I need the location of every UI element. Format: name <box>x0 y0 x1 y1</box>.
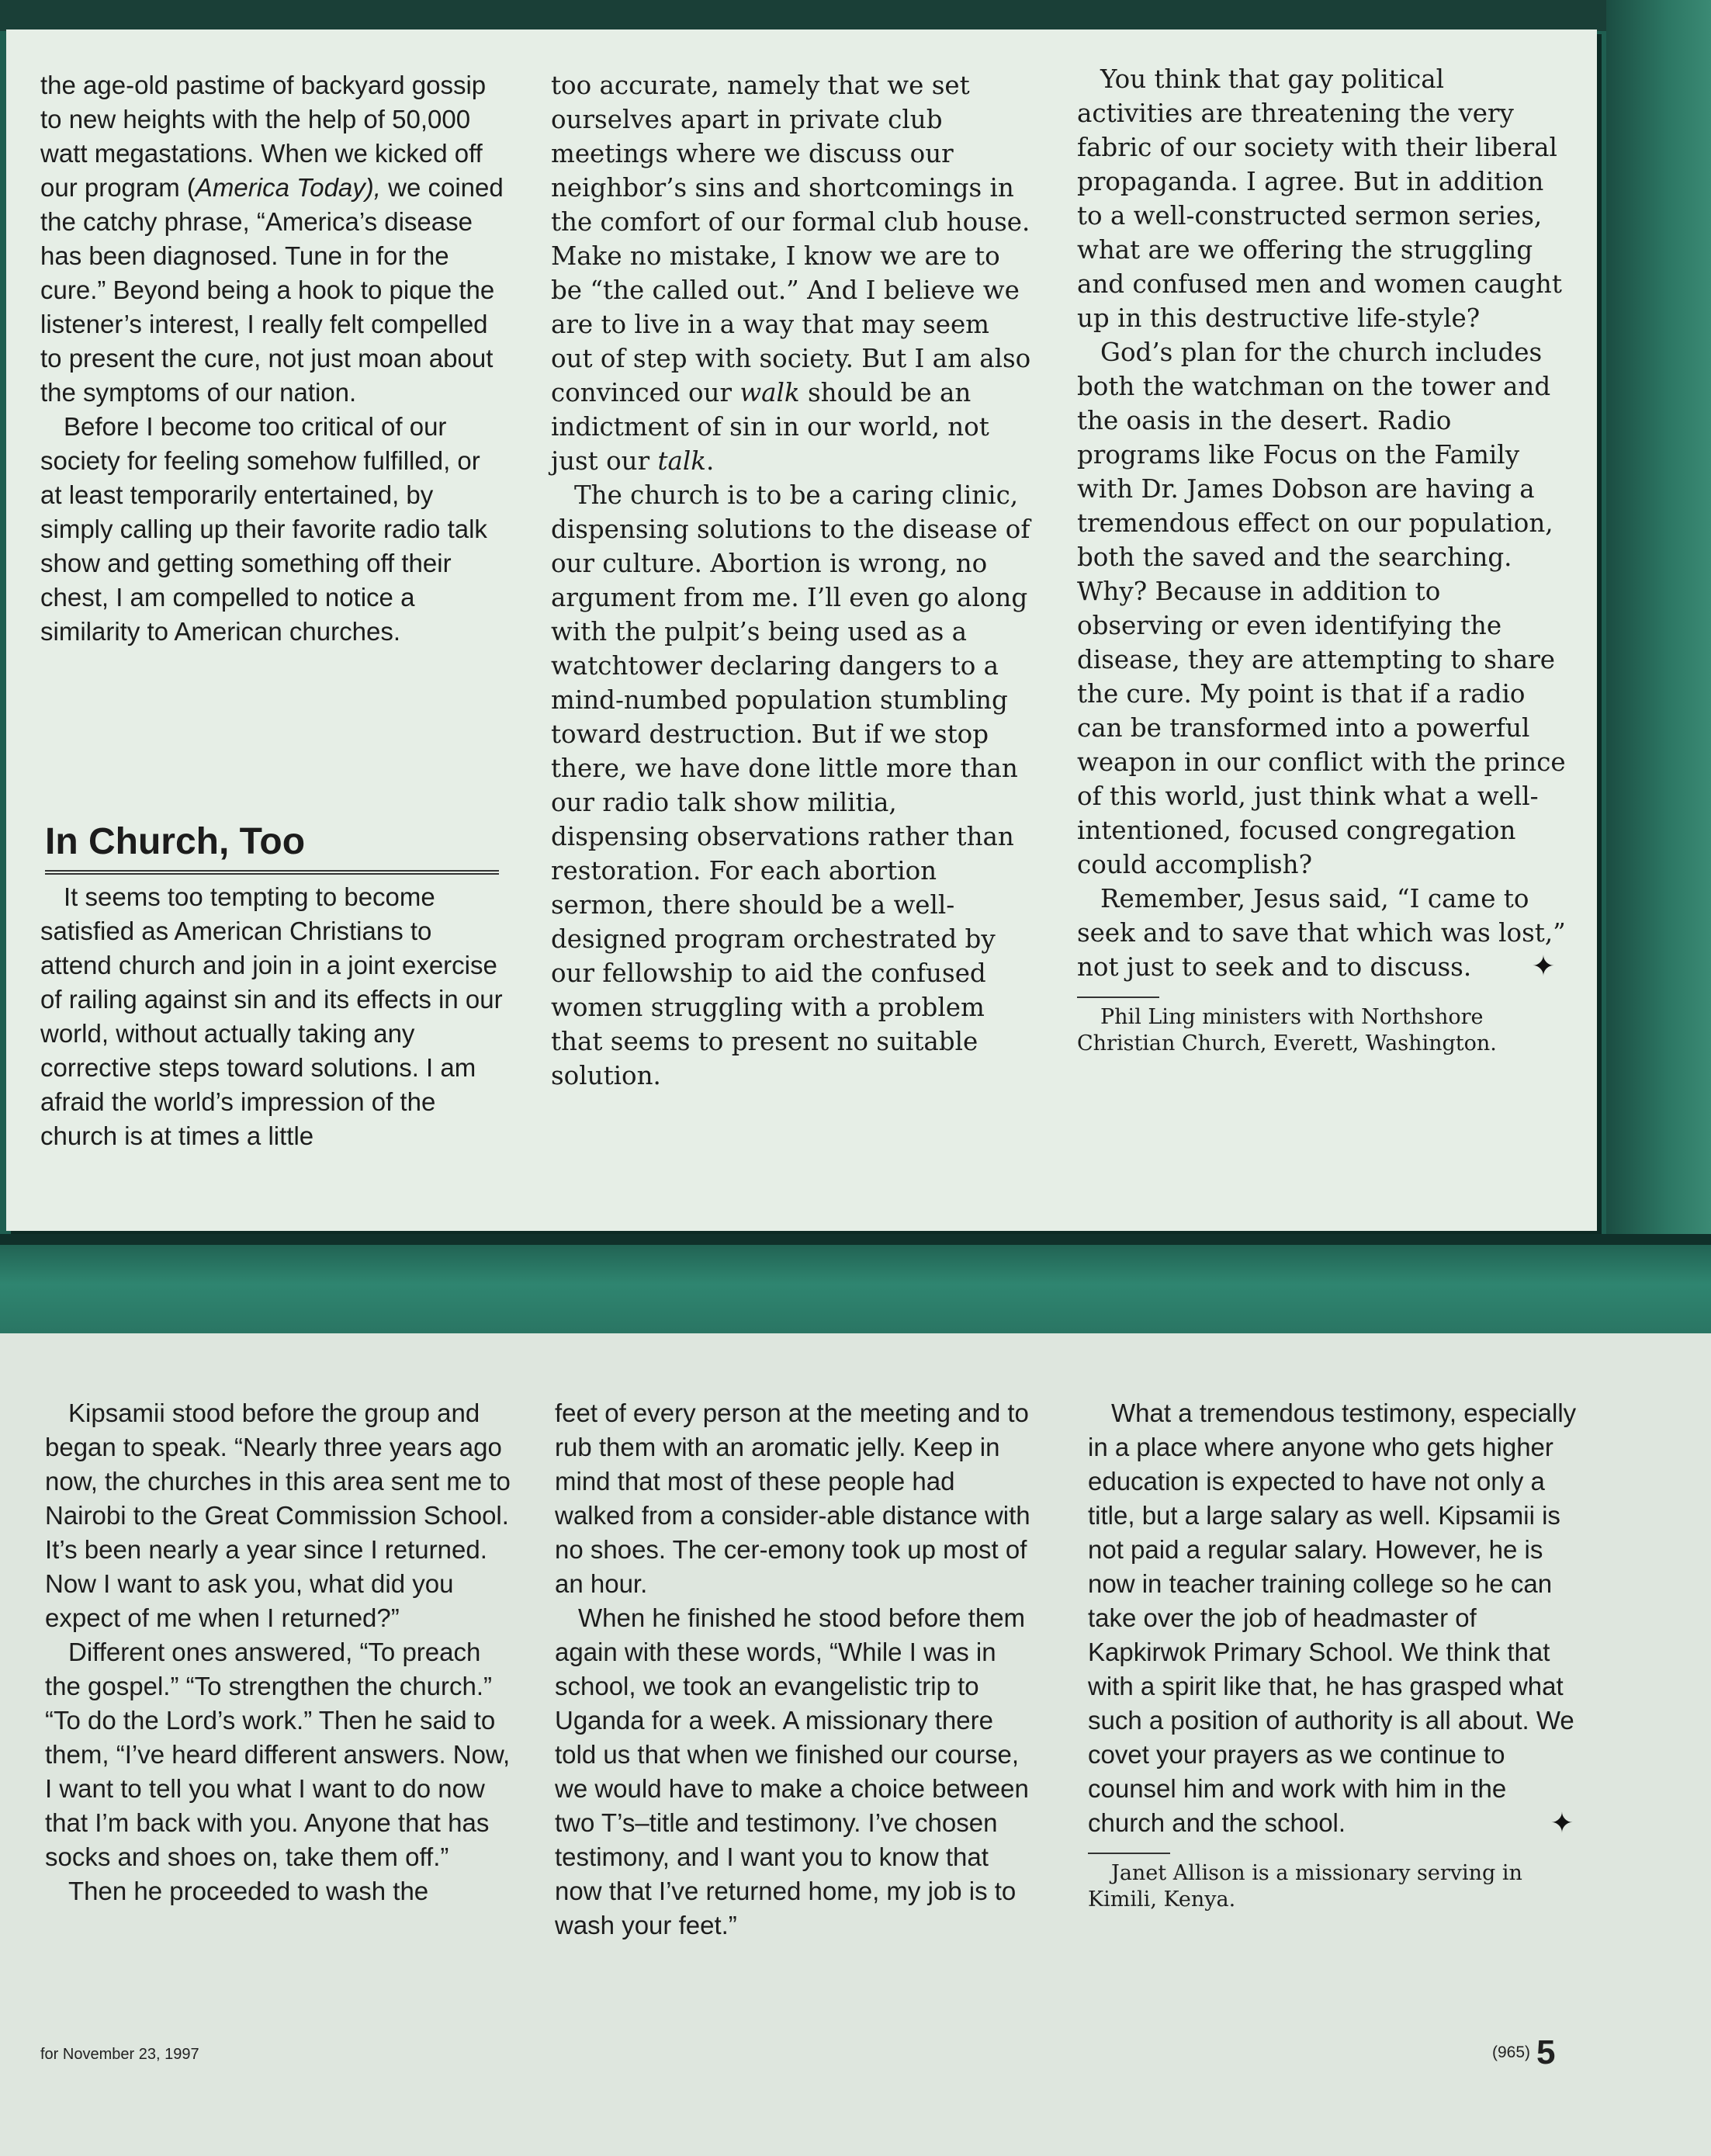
band-shadow <box>0 1234 1711 1245</box>
paragraph: feet of every person at the meeting and to rub them with an aromatic jelly. Keep in mind that most of these people had walked from a consider-able distance with no shoes. The cer-emony took up most of an hour. <box>555 1399 1030 1598</box>
author-bio: Janet Allison is a missionary serving in Kimili, Kenya. <box>1088 1861 1522 1912</box>
end-mark-icon: ✦ <box>1531 951 1555 983</box>
paragraph: The church is to be a caring clinic, dispensing solutions to the disease of our culture. Abortion is wrong, no argument from me. I’ll even go along with the pulpit’s being used as a watchtower declaring dangers to a mind-numbed population stumbling toward destruction. But if we stop there, we have done little more than our radio talk show militia, dispensing observations rather than restoration. For each abortion sermon, there should be a well-designed program orchestrated by our fellowship to aid the confused women struggling with a problem that seems to present no suitable solution. <box>551 480 1030 1090</box>
bottom-article-column-2 <box>555 1396 1036 1943</box>
emphasis: talk <box>657 446 706 476</box>
paragraph <box>551 68 1032 478</box>
text: . <box>705 446 715 476</box>
top-border-band <box>0 0 1711 31</box>
text: Remember, Jesus said, “I came to seek and to save that which was lost,” not just to seek and to discuss. <box>1077 884 1566 982</box>
page-code: (965) <box>1492 2043 1531 2061</box>
paragraph: When he finished he stood before them again with these words, “While I was in school, we took an evangelistic trip to Uganda for a week. A missionary there told us that when we finished our course, we would have to make a choice between two T’s–title and testimony. I’ve chosen testimony, and I want you to know that now that I’ve returned home, my job is to wash your feet.” <box>555 1603 1029 1939</box>
bottom-article-column-3 <box>1088 1396 1585 1913</box>
paragraph: Different ones answered, “To preach the gospel.” “To strengthen the church.” “To do the Lord’s work.” Then he said to them, “I’ve heard different answers. Now, I want to tell you what I want to do now that I’m back with you. Anyone that has socks and shoes on, take them off.” <box>45 1638 511 1871</box>
paragraph: Then he proceeded to wash the <box>68 1877 429 1905</box>
paragraph: Kipsamii stood before the group and began to speak. “Nearly three years ago now, the churches in this area sent me to Nairobi to the Great Commission School. It’s been nearly a year since I returned. Now I want to ask you, what did you expect of me when I returned?” <box>45 1399 511 1632</box>
top-article-column-3 <box>1077 62 1566 1057</box>
emphasis: walk <box>739 378 800 407</box>
text: too accurate, namely that we set ourselves apart in private club meetings where we discuss our neighbor’s sins and shortcomings in the comfort of our formal club house. Make no mistake, I know we are to be “the called out.” And I believe we are to live in a way that may seem out of step with society. But I am also convinced our <box>551 71 1031 407</box>
paragraph: You think that gay political activities are threatening the very fabric of our society with their liberal propaganda. I agree. But in addition to a well-constructed sermon series, what are we offering the struggling and confused men and women caught up in this destructive life-style? <box>1077 64 1562 333</box>
section-heading: In Church, Too <box>45 819 499 875</box>
right-border-band <box>1606 0 1711 1335</box>
page-number: 5 <box>1536 2033 1556 2071</box>
paragraph: God’s plan for the church includes both the watchman on the tower and the oasis in the desert. Radio programs like Focus on the Family with Dr. James Dobson are having a tremendous effect on our population, both the saved and the searching. Why? Because in addition to observing or even identifying the disease, they are attempting to share the cure. My point is that if a radio can be transformed into a powerful weapon in our conflict with the prince of this world, just think what a well-intentioned, focused congregation could accomplish? <box>1077 338 1566 879</box>
paragraph <box>1088 1396 1585 1840</box>
paragraph: It seems too tempting to become satisfied as American Christians to attend church and join in a joint exercise of railing against sin and its effects in our world, without actually taking any corrective steps toward solutions. I am afraid the world’s impression of the church is at times a little <box>40 882 503 1150</box>
text: What a tremendous testimony, especially in a place where anyone who gets higher education is expected to have not only a title, but a large salary as well. Kipsamii is not paid a regular salary. However, he is now in teacher training college so he can take over the job of headmaster of Kapkirwok Primary School. We think that with a spirit like that, he has grasped what such a position of authority is all about. We covet your prayers as we continue to counsel him and work with him in the church and the school. <box>1088 1399 1577 1837</box>
end-mark-icon: ✦ <box>1550 1807 1574 1839</box>
issue-date: for November 23, 1997 <box>40 2046 199 2063</box>
program-name: America Today), <box>195 173 381 202</box>
top-article-column-1-lower <box>40 880 506 1153</box>
text: should be an indictment of sin in our world, not just our <box>551 378 989 476</box>
top-article-column-2 <box>551 68 1032 1093</box>
bottom-article-column-1 <box>45 1396 511 1908</box>
paragraph: Before I become too critical of our society for feeling somehow fulfilled, or at least temporarily entertained, by simply calling up their favorite radio talk show and getting something off their chest, I am compelled to notice a similarity to American churches. <box>40 412 487 646</box>
paragraph <box>1077 882 1566 984</box>
text: the age-old pastime of backyard gossip to new heights with the help of 50,000 watt megastations. When we kicked off our program ( <box>40 71 487 202</box>
text: we coined the catchy phrase, “America’s disease has been diagnosed. Tune in for the cure.” Beyond being a hook to pique the listener’s interest, I really felt compelled to present the cure, not just moan about the symptoms of our nation. <box>40 173 504 407</box>
top-article-column-1 <box>40 68 506 649</box>
bio-rule <box>1077 997 1159 998</box>
middle-border-band <box>0 1234 1711 1335</box>
paragraph <box>40 68 506 410</box>
page-footer <box>1492 2033 1556 2072</box>
bio-rule <box>1088 1853 1170 1854</box>
author-bio: Phil Ling ministers with Northshore Christian Church, Everett, Washington. <box>1077 1005 1497 1055</box>
